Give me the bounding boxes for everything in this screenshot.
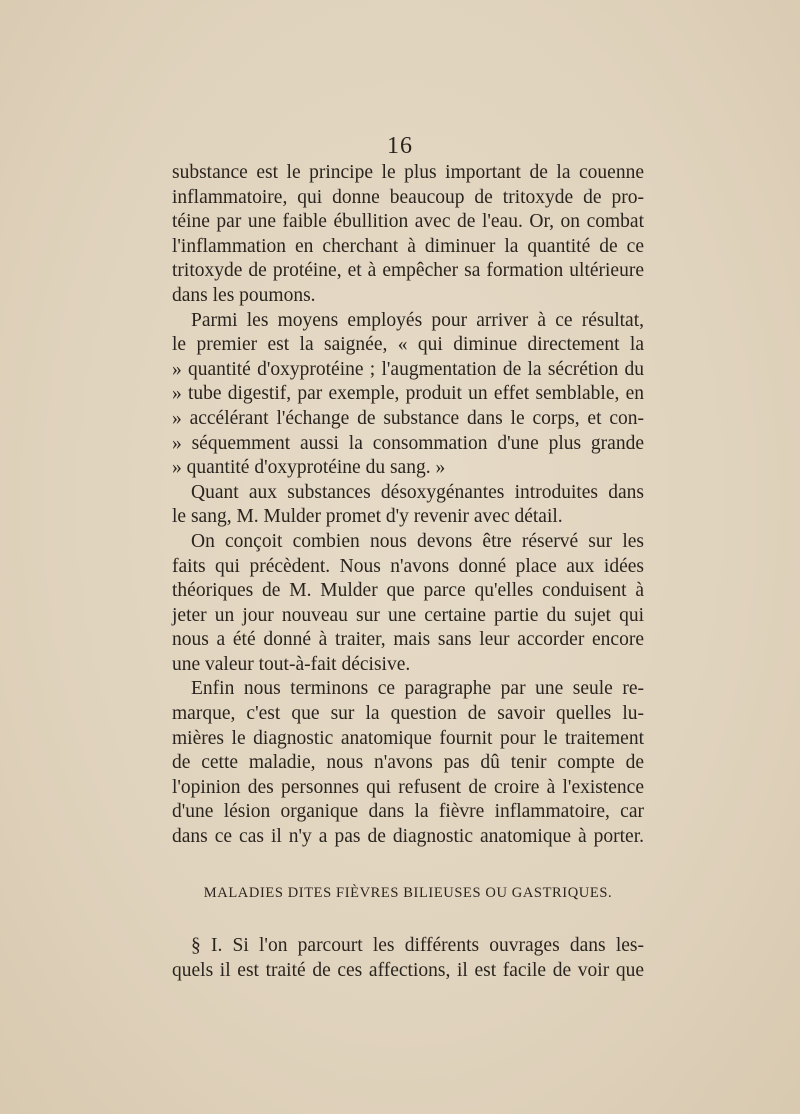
text-line: Parmi les moyens employés pour arriver à ce résultat, (191, 309, 644, 331)
text-line: marque, c'est que sur la question de savoir quelles lu- (172, 703, 644, 725)
text-line: l'opinion des personnes qui refusent de croire à l'existence (172, 776, 644, 798)
text-line: dans ce cas il n'y a pas de diagnostic anatomique à porter. (172, 826, 644, 848)
text-line: jeter un jour nouveau sur une certaine partie du sujet qui (172, 604, 644, 626)
text-line: d'une lésion organique dans la fièvre inflammatoire, car (172, 801, 644, 823)
page-number: 16 (387, 133, 413, 159)
text-line: mières le diagnostic anatomique fournit pour le traitement (172, 727, 644, 749)
text-line: dans les poumons. (172, 284, 316, 306)
text-line: On conçoit combien nous devons être réservé sur les (191, 530, 644, 552)
text-line: tritoxyde de protéine, et à empêcher sa formation ultérieure (172, 260, 644, 282)
text-line: une valeur tout-à-fait décisive. (172, 653, 411, 675)
paragraph-5 (172, 677, 644, 849)
text-line: nous a été donné à traiter, mais sans leur accorder encore (172, 629, 644, 651)
text-line: » tube digestif, par exemple, produit un effet semblable, en (172, 383, 644, 405)
text-line: le sang, M. Mulder promet d'y revenir avec détail. (172, 506, 563, 528)
text-line: » séquemment aussi la consommation d'une plus grande (172, 432, 644, 454)
paragraph-4 (172, 530, 644, 678)
text-line: de cette maladie, nous n'avons pas dû tenir compte de (172, 752, 644, 774)
paragraph-2 (172, 309, 644, 481)
main-text (172, 161, 644, 850)
section-heading-text: MALADIES DITES FIÈVRES BILIEUSES OU GASTRIQUES. (203, 885, 613, 901)
section-paragraph (172, 934, 644, 983)
text-line: inflammatoire, qui donne beaucoup de tritoxyde de pro- (172, 186, 644, 208)
text-line: » quantité d'oxyprotéine ; l'augmentation de la sécrétion du (172, 358, 644, 380)
text-line: l'inflammation en cherchant à diminuer la quantité de ce (172, 235, 644, 257)
text-line: théoriques de M. Mulder que parce qu'elles conduisent à (172, 580, 644, 602)
paragraph-3 (172, 481, 644, 530)
section-heading (0, 885, 800, 902)
text-line: faits qui précèdent. Nous n'avons donné place aux idées (172, 555, 644, 577)
text-line: » accélérant l'échange de substance dans le corps, et con- (172, 407, 644, 429)
text-line: » quantité d'oxyprotéine du sang. » (172, 457, 446, 479)
text-line: Quant aux substances désoxygénantes introduites dans (191, 481, 644, 503)
text-line: téine par une faible ébullition avec de l'eau. Or, on combat (172, 211, 644, 233)
paragraph-1 (172, 161, 644, 309)
text-line: substance est le principe le plus important de la couenne (172, 162, 644, 183)
text-line: le premier est la saignée, « qui diminue directement la (172, 334, 644, 356)
text-line: Enfin nous terminons ce paragraphe par une seule re- (191, 678, 644, 700)
text-line: § I. Si l'on parcourt les différents ouvrages dans les- (191, 935, 644, 956)
text-line: quels il est traité de ces affections, il est facile de voir que (172, 959, 644, 981)
